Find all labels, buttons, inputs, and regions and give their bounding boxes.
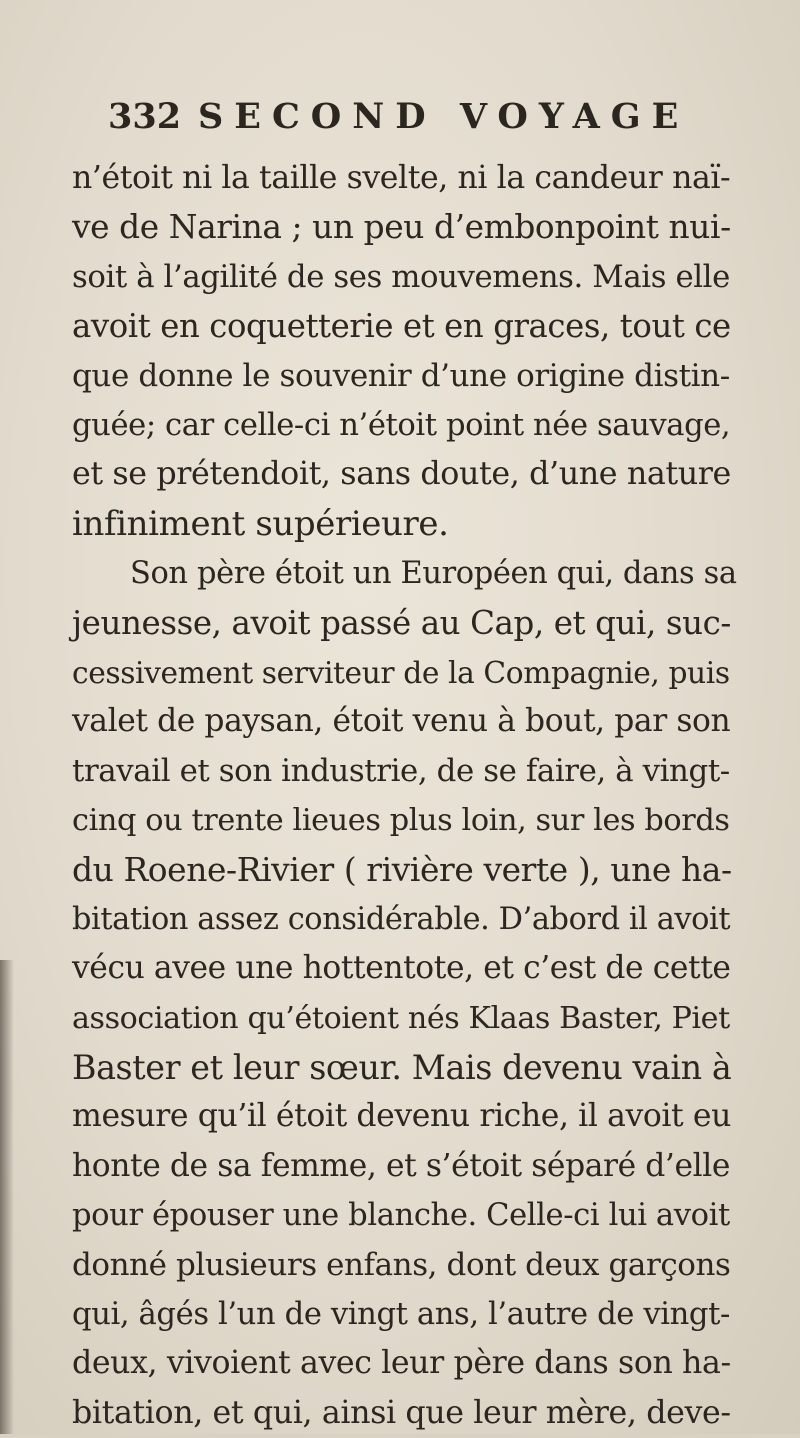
text-line: valet de paysan, étoit venu à bout, par son <box>72 703 731 740</box>
text-line: honte de sa femme, et s’étoit séparé d’elle <box>72 1147 731 1184</box>
text-line: guée; car celle-ci n’étoit point née sauvage, <box>72 407 731 443</box>
text-line: bitation assez considérable. D’abord il avoit <box>72 901 731 937</box>
text-line: pour épouser une blanche. Celle-ci lui avoit <box>72 1198 730 1234</box>
text-line: qui, âgés l’un de vingt ans, l’autre de vingt- <box>72 1296 730 1332</box>
text-line: avoit en coquetterie et en graces, tout ce <box>72 307 731 346</box>
text-line: travail et son industrie, de se faire, à vingt- <box>72 752 730 789</box>
text-line: infiniment supérieure. <box>72 503 449 544</box>
page-edge-shadow <box>0 960 14 1434</box>
text-line: soit à l’agilité de ses mouvemens. Mais elle <box>72 258 730 295</box>
text-line: cessivement serviteur de la Compagnie, puis <box>72 654 730 690</box>
page-number: 332 <box>108 96 182 137</box>
text-line: jeunesse, avoit passé au Cap, et qui, suc- <box>72 603 731 642</box>
text-line: Baster et leur sœur. Mais devenu vain à <box>72 1048 732 1088</box>
text-line: ve de Narina ; un peu d’embonpoint nui- <box>72 208 731 247</box>
page-header <box>108 96 728 140</box>
text-line: bitation, et qui, ainsi que leur mère, deve- <box>72 1394 731 1431</box>
body-text <box>72 154 737 1438</box>
text-line: que donne le souvenir d’une origine distin- <box>72 357 730 394</box>
text-line: et se prétendoit, sans doute, d’une nature <box>72 456 731 493</box>
text-line: donné plusieurs enfans, dont deux garçons <box>72 1246 731 1283</box>
text-line: mesure qu’il étoit devenu riche, il avoit eu <box>72 1098 731 1135</box>
text-line: association qu’étoient nés Klaas Baster, Piet <box>72 1000 730 1036</box>
text-line: vécu avee une hottentote, et c’est de cette <box>72 950 731 987</box>
running-title: SECOND VOYAGE <box>198 96 690 137</box>
text-line: du Roene-Rivier ( rivière verte ), une ha- <box>72 850 732 890</box>
text-line: deux, vivoient avec leur père dans son ha- <box>72 1345 731 1382</box>
paragraph-start-line: Son père étoit un Européen qui, dans sa <box>130 556 737 592</box>
text-line: n’étoit ni la taille svelte, ni la candeur naï- <box>72 160 731 196</box>
text-line: cinq ou trente lieues plus loin, sur les bords <box>72 803 730 839</box>
